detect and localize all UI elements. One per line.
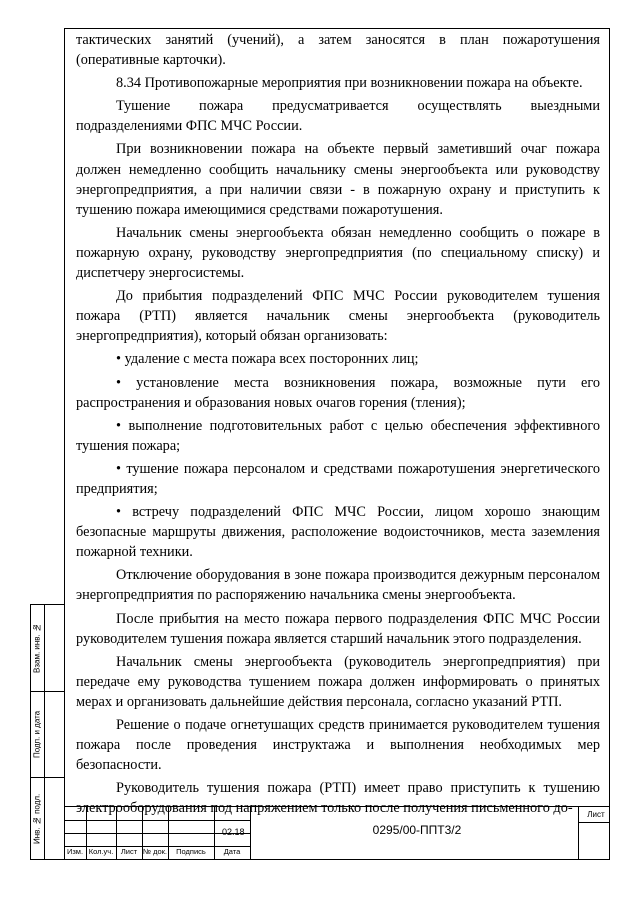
paragraph: После прибытия на место пожара первого подразделения ФПС МЧС России руководителем тушения пожара является старший начальник этого подразделения. [76, 610, 600, 647]
side-label-inv-orig: Инв. № подл. [32, 793, 42, 845]
paragraph: • установление места возникновения пожара, возможные пути его распространения и образования новых очагов горения (тления); [76, 374, 600, 411]
header-kol-uch: Кол.уч. [88, 847, 114, 856]
header-izm: Изм. [66, 847, 84, 856]
paragraph: • выполнение подготовительных работ с целью обеспечения эффективного тушения пожара; [76, 417, 600, 454]
paragraph: 8.34 Противопожарные мероприятия при возникновении пожара на объекте. [116, 75, 583, 92]
paragraph: Решение о подаче огнетушащих средств принимается руководителем тушения пожара после проведения инструктажа и выполнения необходимых мер безопасности. [76, 717, 600, 774]
paragraph: До прибытия подразделений ФПС МЧС России руководителем тушения пожара (РТП) является начальник смены энергообъекта (руководитель энергопредприятия), который обязан организовать: [76, 288, 600, 345]
paragraph: Начальник смены энергообъекта (руководитель энергопредприятия) при передаче ему руководства тушением пожара должен информировать о принятых мерах и организовать дальнейшие действия персонала, согласно указаний РТП. [76, 653, 600, 710]
sheet-label: Лист [587, 810, 605, 819]
document-body [76, 30, 600, 821]
header-signature: Подпись [176, 847, 206, 856]
header-doc-no: № док. [142, 847, 168, 856]
paragraph: При возникновении пожара на объекте первый заметивший очаг пожара должен немедленно сообщить начальнику смены энергообъекта или руководству энергопредприятия, а при наличии связи - в пожарную охрану и приступить к тушению пожара имеющимися средствами пожаротушения. [76, 141, 600, 218]
header-date: Дата [223, 847, 241, 856]
paragraph: • встречу подразделений ФПС МЧС России, лицом хорошо знающим безопасные маршруты движения, расположение водоисточников, места заземления пожарной техники. [76, 504, 600, 561]
header-list: Лист [120, 847, 138, 856]
document-code: 0295/00-ППТ3/2 [372, 823, 462, 837]
paragraph: тактических занятий (учений), а затем заносятся в план пожаротушения (оперативные карточки). [76, 32, 600, 69]
side-label-replace-inv: Взам. инв. № [32, 623, 42, 673]
side-label-sign-date: Подп. и дата [32, 710, 42, 758]
paragraph: Руководитель тушения пожара (РТП) имеет право приступить к тушению электрооборудования под напряжением только после получения письменного до- [76, 780, 600, 817]
paragraph: Тушение пожара предусматривается осуществлять выездными подразделениями ФПС МЧС России. [76, 98, 600, 135]
paragraph: Начальник смены энергообъекта обязан немедленно сообщить о пожаре в пожарную охрану, руководству энергопредприятия (по специальному списку) и диспетчеру энергосистемы. [76, 224, 600, 282]
paragraph: • тушение пожара персоналом и средствами пожаротушения энергетического предприятия; [76, 460, 600, 497]
side-strip [30, 604, 64, 860]
paragraph: • удаление с места пожара всех посторонних лиц; [116, 351, 419, 368]
revision-date: 02.18 [222, 827, 245, 837]
title-block [64, 806, 610, 860]
paragraph: Отключение оборудования в зоне пожара производится дежурным персоналом энергопредприятия по распоряжению начальника смены энергообъекта. [76, 567, 600, 604]
